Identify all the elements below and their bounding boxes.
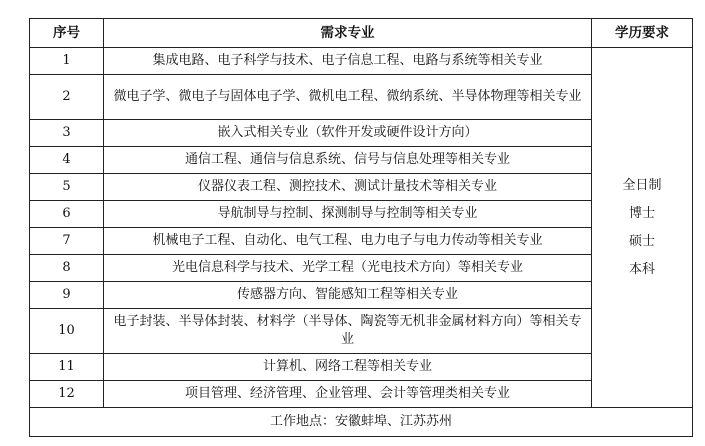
row-number: 1 [30,48,104,75]
education-fulltime: 全日制 [622,177,662,193]
header-education: 学历要求 [592,19,693,48]
row-number: 2 [30,75,104,120]
row-number: 12 [30,381,104,408]
row-major: 通信工程、通信与信息系统、信号与信息处理等相关专业 [104,147,592,174]
row-major: 传感器方向、智能感知工程等相关专业 [104,282,592,309]
education-bachelor: 本科 [628,261,655,277]
row-number: 6 [30,201,104,228]
row-number: 8 [30,255,104,282]
row-major: 计算机、网络工程等相关专业 [104,354,592,381]
row-major: 导航制导与控制、探测制导与控制等相关专业 [104,201,592,228]
row-number: 5 [30,174,104,201]
row-major: 集成电路、电子科学与技术、电子信息工程、电路与系统等相关专业 [104,48,592,75]
education-phd: 博士 [628,205,655,221]
row-major: 仪器仪表工程、测控技术、测试计量技术等相关专业 [104,174,592,201]
row-number: 11 [30,354,104,381]
row-major: 光电信息科学与技术、光学工程（光电技术方向）等相关专业 [104,255,592,282]
header-no: 序号 [30,19,104,48]
education-master: 硕士 [628,233,655,249]
recruitment-table [29,18,693,437]
row-number: 9 [30,282,104,309]
row-number: 3 [30,120,104,147]
header-major: 需求专业 [104,19,592,48]
row-major: 电子封装、半导体封装、材料学（半导体、陶瓷等无机非金属材料方向）等相关专业 [104,309,592,354]
row-major: 微电子学、微电子与固体电子学、微机电工程、微纳系统、半导体物理等相关专业 [104,75,592,120]
work-location: 工作地点：安徽蚌埠、江苏苏州 [30,408,693,437]
table-row [30,48,693,75]
footer-row [30,408,693,437]
row-number: 4 [30,147,104,174]
header-row [30,19,693,48]
row-major: 嵌入式相关专业（软件开发或硬件设计方向） [104,120,592,147]
row-major: 机械电子工程、自动化、电气工程、电力电子与电力传动等相关专业 [104,228,592,255]
row-number: 7 [30,228,104,255]
row-major: 项目管理、经济管理、企业管理、会计等管理类相关专业 [104,381,592,408]
education-cell [592,48,693,408]
row-number: 10 [30,309,104,354]
